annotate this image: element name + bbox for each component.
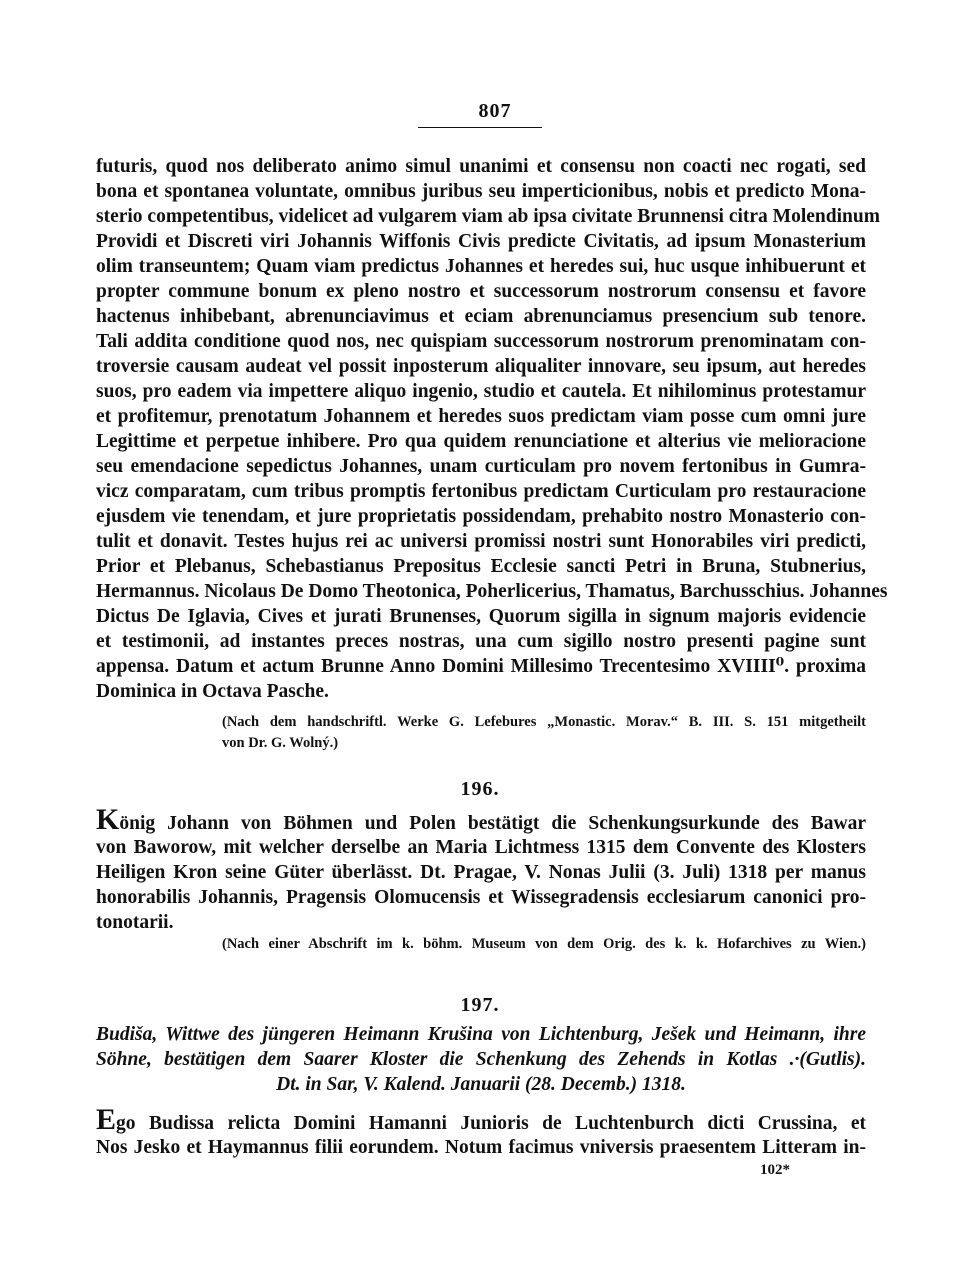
text-line: Söhne, bestätigen dem Saarer Kloster die Schenkung des Zehends in Kotlas .·(Gutlis). bbox=[96, 1049, 866, 1070]
text-line: troversie causam audeat vel possit inposterum aliqualiter innovare, seu ipsum, aut heredes bbox=[96, 356, 866, 377]
text-line: futuris, quod nos deliberato animo simul unanimi et consensu non coacti nec rogati, sed bbox=[96, 156, 866, 177]
text-line: hactenus inhibebant, abrenunciavimus et eciam abrenunciamus presencium sub tenore. bbox=[96, 306, 866, 327]
text-line: Heiligen Kron seine Güter überlässt. Dt. Pragae, V. Nonas Julii (3. Juli) 1318 per manus bbox=[96, 862, 866, 883]
text-line bbox=[96, 1103, 866, 1136]
text-line: ejusdem vie tenendam, et jure proprietatis possidendam, prehabito nostro Monasterio con- bbox=[96, 506, 866, 527]
charter-text-continuation bbox=[96, 154, 888, 704]
note-line: (Nach einer Abschrift im k. böhm. Museum von dem Orig. des k. k. Hofarchives zu Wien.) bbox=[222, 936, 866, 952]
text-line: seu emendacione sepedictus Johannes, unam curticulam pro novem fertonibus in Gumra- bbox=[96, 456, 866, 477]
text-line: tonotarii. bbox=[96, 912, 174, 933]
text-line: Nos Jesko et Haymannus filii eorundem. Notum facimus vniversis praesentem Litteram in- bbox=[96, 1137, 866, 1158]
dropcap: K bbox=[96, 803, 120, 836]
text-line-rest: önig Johann von Böhmen und Polen bestätigt die Schenkungsurkunde des Bawar bbox=[119, 813, 866, 834]
text-line bbox=[96, 803, 866, 836]
text-line: sterio competentibus, videlicet ad vulgarem viam ab ipsa civitate Brunnensi citra Molendinum bbox=[96, 206, 880, 227]
text-line: Dominica in Octava Pasche. bbox=[96, 681, 329, 702]
text-line: bona et spontanea voluntate, omnibus juribus seu imperticionibus, nobis et predicto Mona- bbox=[96, 181, 866, 202]
text-line: appensa. Datum et actum Brunne Anno Domini Millesimo Trecentesimo XVIIII⁰. proxima bbox=[96, 656, 866, 677]
text-line: propter commune bonum ex pleno nostro et successorum nostrorum consensu et favore bbox=[96, 281, 866, 302]
text-line: honorabilis Johannis, Pragensis Olomucensis et Wissegradensis ecclesiarum canonici pro- bbox=[96, 887, 866, 908]
printer-signature: 102* bbox=[760, 1162, 790, 1178]
text-line: et testimonii, ad instantes preces nostras, una cum sigillo nostro presenti pagine sunt bbox=[96, 631, 866, 652]
text-line: Tali addita conditione quod nos, nec quispiam successorum nostrorum prenominatam con- bbox=[96, 331, 866, 352]
text-line: Hermannus. Nicolaus De Domo Theotonica, Poherlicerius, Thamatus, Barchusschius. Johannes bbox=[96, 581, 888, 602]
text-line: suos, pro eadem via impettere aliquo ingenio, studio et cautela. Et nihilominus protestamur bbox=[96, 381, 866, 402]
text-line: tulit et donavit. Testes hujus rei ac universi promissi nostri sunt Honorabiles viri predicti, bbox=[96, 531, 866, 552]
page-number: 807 bbox=[478, 100, 512, 122]
note-line: (Nach dem handschriftl. Werke G. Lefebures „Monastic. Morav.“ B. III. S. 151 mitgetheilt bbox=[222, 714, 866, 730]
dropcap: E bbox=[96, 1103, 117, 1136]
section-196-summary bbox=[96, 803, 866, 935]
source-note bbox=[222, 712, 866, 754]
text-line: von Baworow, mit welcher derselbe an Maria Lichtmess 1315 dem Convente des Klosters bbox=[96, 837, 866, 858]
text-line: vicz comparatam, cum tribus promptis fertonibus predictam Curticulam pro restauracione bbox=[96, 481, 866, 502]
section-197-summary bbox=[96, 1022, 866, 1097]
section-number-197: 197. bbox=[460, 994, 500, 1016]
text-line: olim transeuntem; Quam viam predictus Johannes et heredes sui, huc usque inhibuerunt et bbox=[96, 256, 866, 277]
note-line: von Dr. G. Wolný.) bbox=[222, 735, 339, 751]
text-line-rest: go Budissa relicta Domini Hamanni Junioris de Luchtenburch dicti Crussina, et bbox=[116, 1113, 866, 1134]
text-line: Providi et Discreti viri Johannis Wiffonis Civis predicte Civitatis, ad ipsum Monasterium bbox=[96, 231, 866, 252]
text-line: et profitemur, prenotatum Johannem et heredes suos predictam viam posse cum omni jure bbox=[96, 406, 866, 427]
page-number-rule bbox=[418, 127, 542, 128]
text-line: Dictus De Iglavia, Cives et jurati Brunenses, Quorum sigilla in signum majoris evidencie bbox=[96, 606, 866, 627]
text-line: Legittime et perpetue inhibere. Pro qua quidem renunciatione et alterius vie melioracione bbox=[96, 431, 866, 452]
source-note bbox=[222, 934, 866, 955]
text-line: Prior et Plebanus, Schebastianus Prepositus Ecclesie sancti Petri in Bruna, Stubnerius, bbox=[96, 556, 866, 577]
text-line: Dt. in Sar, V. Kalend. Januarii (28. Decemb.) 1318. bbox=[276, 1074, 686, 1095]
text-line: Budiša, Wittwe des jüngeren Heimann Krušina von Lichtenburg, Ješek und Heimann, ihre bbox=[96, 1024, 866, 1045]
section-number-196: 196. bbox=[460, 778, 500, 800]
section-197-text bbox=[96, 1103, 866, 1160]
